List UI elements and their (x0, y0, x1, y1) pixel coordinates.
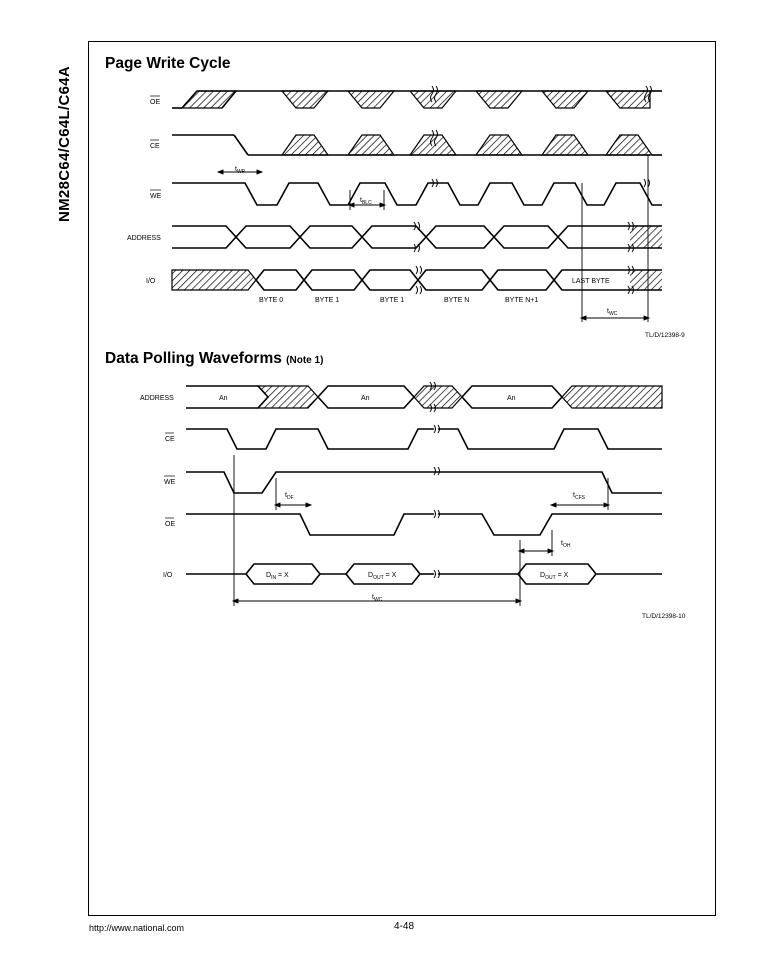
data-polling-note: (Note 1) (286, 355, 324, 366)
tcfs-label: CFS (574, 495, 585, 501)
page-write-labels (127, 96, 685, 339)
we-waveform (172, 183, 662, 205)
byte-label: BYTE 1 (380, 297, 405, 304)
polling-label-address: ADDRESS (140, 395, 174, 402)
data-polling-title-text: Data Polling Waveforms (105, 350, 282, 367)
polling-label-we: WE (164, 479, 176, 486)
polling-label-io: I/O (163, 572, 173, 579)
figure-ref-1: TL/D/12398-9 (645, 332, 685, 339)
page-write-diagram (172, 86, 662, 322)
page-write-title-text: Page Write Cycle (105, 55, 231, 72)
svg-text:tBLC: $t_{BLC}$ (360, 197, 372, 206)
data-polling-diagram (186, 382, 662, 606)
toh-label: OH (562, 543, 571, 549)
svg-text:tDF: $t_{DF}$ (285, 492, 294, 501)
label-io: I/O (146, 278, 156, 285)
byte-label: BYTE 1 (315, 297, 340, 304)
twc-polling-label: WC (373, 597, 383, 603)
addr-label: An (507, 395, 516, 402)
svg-text:tCFS: $t_{CFS}$ (573, 492, 585, 501)
polling-we-waveform (186, 472, 662, 493)
last-byte-label: LAST BYTE (572, 278, 610, 285)
polling-break-marks (430, 382, 440, 578)
address-bus (172, 226, 662, 248)
byte-label: BYTE 0 (259, 297, 284, 304)
figure-ref-2: TL/D/12398-10 (642, 613, 686, 620)
page-number: 4-48 (394, 921, 415, 932)
io-value-din: $D_{IN} = X$ (266, 572, 289, 581)
addr-label: An (219, 395, 228, 402)
byte-label: BYTE N (444, 297, 470, 304)
polling-label-ce: CE (165, 436, 175, 443)
twp-label: WP (236, 169, 246, 175)
twc-label: WC (608, 311, 618, 317)
addr-label: An (361, 395, 370, 402)
polling-oe-waveform (186, 514, 662, 535)
polling-ce-waveform (186, 429, 662, 449)
svg-text:tOH: $t_{OH}$ (561, 540, 571, 549)
polling-label-oe: OE (165, 521, 176, 528)
break-marks (414, 86, 652, 294)
side-title: NM28C64/C64L/C64A (56, 66, 73, 222)
polling-address-bus (186, 386, 662, 408)
label-oe: OE (150, 99, 161, 106)
svg-text:tWC: $t_{WC}$ (607, 308, 618, 317)
tdf-label: DF (286, 495, 294, 501)
oe-waveform (172, 91, 662, 108)
label-address: ADDRESS (127, 235, 161, 242)
label-we: WE (150, 193, 162, 200)
label-ce: CE (150, 143, 160, 150)
svg-text:tWP: $t_{WP}$ (235, 166, 246, 175)
io-value-dout: $D_{OUT} = X$ (540, 572, 569, 581)
byte-label: BYTE N+1 (505, 297, 539, 304)
ce-waveform (172, 135, 662, 155)
footer-url[interactable]: http://www.national.com (89, 923, 185, 933)
tblc-label: BLC (361, 200, 372, 206)
io-value-dout: $D_{OUT} = X$ (368, 572, 397, 581)
polling-io-bus (186, 564, 662, 584)
svg-text:tWC: $t_{WC}$ (372, 594, 383, 603)
